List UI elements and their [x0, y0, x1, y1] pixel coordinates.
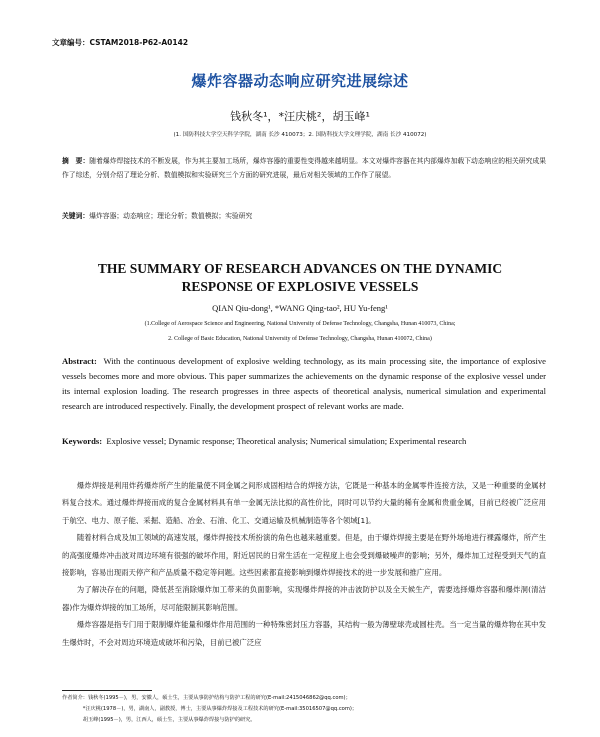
body-paragraph: 爆炸容器是指专门用于限制爆炸能量和爆炸作用范围的一种特殊密封压力容器，其结构一般为薄壁球壳或圆柱壳。当一定当量的爆炸物在其中发生爆炸时，不会对周边环境造成破坏和污染，目前已被广泛应	[62, 620, 546, 647]
english-abstract-text: With the continuous development of explosive welding technology, as its main processing site, the importance of explosive vessels becomes more and more obvious. This paper summarizes the achievements on the dynamic response of the explosive vessel under its internal explosion loading. The research progresses in three aspects of theoretical analysis, numerical simulation and experimental research are introduced respectively. Finally, the development prospect of relevant works are made.	[62, 356, 546, 411]
chinese-keywords-label: 关键词：	[62, 212, 90, 220]
english-abstract-label: Abstract:	[62, 356, 97, 366]
footnotes	[62, 693, 562, 726]
chinese-abstract-text: 随着爆炸焊接技术的不断发展，作为其主要加工场所，爆炸容器的重要性变得越来越明显。本文对爆炸容器在其内部爆炸加载下动态响应的相关研究成果作了综述，分别介绍了理论分析、数值模拟和实验研究三个方面的研究进展，最后对相关领域的工作作了展望。	[62, 157, 547, 179]
footnote-line: *汪庆桃(1978－)，男，湖南人，副教授，博士，主要从事爆炸焊接及工程技术的研究(E-mail:35016507@qq.com)；	[62, 706, 358, 712]
english-keywords-text: Explosive vessel; Dynamic response; Theoretical analysis; Numerical simulation; Experimental research	[106, 436, 467, 446]
english-affiliation-1: (1.College of Aerospace Science and Engineering, National University of Defense Technology, Changsha, Hunan 410073, China;	[144, 321, 456, 327]
english-keywords	[62, 434, 546, 449]
english-title	[0, 260, 600, 296]
english-keywords-label: Keywords:	[62, 436, 103, 446]
chinese-authors: 钱秋冬¹，*汪庆桃²，胡玉峰¹	[230, 110, 370, 123]
english-authors: QIAN Qiu-dong¹, *WANG Qing-tao², HU Yu-feng¹	[212, 303, 388, 313]
chinese-abstract-label: 摘 要：	[62, 157, 90, 165]
body-paragraph: 随着材料合成及加工领域的高速发展，爆炸焊接技术所扮演的角色也越来越重要。但是，由于爆炸焊接主要是在野外场地进行裸露爆炸，所产生的高强度爆炸冲击波对周边环境有很强的破坏作用，附近居民的日常生活在一定程度上也会受到爆破噪声的影响；另外，爆炸加工过程受到天气的直接影响，容易出现雨天停产和产品质量不稳定等问题。这些因素都直接影响到爆炸焊接技术的进一步发展和推广应用。	[62, 533, 546, 578]
chinese-abstract	[62, 155, 546, 182]
english-affiliation-2: 2. College of Basic Education, National University of Defense Technology, Changsha, Hunan 410072, China)	[168, 336, 432, 342]
english-title-line-2: RESPONSE OF EXPLOSIVE VESSELS	[181, 279, 419, 294]
footnote-divider	[62, 690, 152, 691]
chinese-keywords-text: 爆炸容器；动态响应；理论分析；数值模拟；实验研究	[89, 212, 253, 220]
footnote-line: 胡玉峰(1995－)，男，江西人，硕士生，主要从事爆炸焊接与防护的研究。	[62, 717, 256, 723]
body-paragraph: 为了解决存在的问题，降低甚至消除爆炸加工带来的负面影响，实现爆炸焊接的冲击波防护以及全天候生产，需要选择爆炸容器和爆炸洞(清洁器)作为爆炸焊接的加工场所，尽可能限制其影响范围。	[62, 585, 546, 612]
chinese-keywords	[62, 210, 546, 220]
footnote-line: 作者简介：钱秋冬(1995－)，男，安徽人，硕士生，主要从事防护结构与防护工程的研究(E-mail:2415046862@qq.com)；	[62, 695, 351, 701]
chinese-affiliation: (1. 国防科技大学空天科学学院，湖南 长沙 410073；2. 国防科技大学文理学院，湖南 长沙 410072)	[173, 132, 427, 138]
english-abstract	[62, 354, 546, 414]
body-text	[62, 477, 546, 651]
body-paragraph: 爆炸焊接是利用炸药爆炸所产生的能量使不同金属之间形成固相结合的焊接方法，它既是一种基本的金属零件连接方法，又是一种重要的金属材料复合技术。通过爆炸焊接而成的复合金属材料具有单一金属无法比拟的高性价比，同时可以节约大量的稀有金属和贵重金属，目前已经被广泛应用于航空、电力、原子能、采掘、造船、冶金、石油、化工、交通运输及机械制造等各个领域[1]。	[62, 481, 546, 525]
chinese-title: 爆炸容器动态响应研究进展综述	[191, 72, 409, 90]
article-id: 文章编号：CSTAM2018-P62-A0142	[52, 38, 189, 47]
english-title-line-1: THE SUMMARY OF RESEARCH ADVANCES ON THE DYNAMIC	[97, 261, 503, 276]
